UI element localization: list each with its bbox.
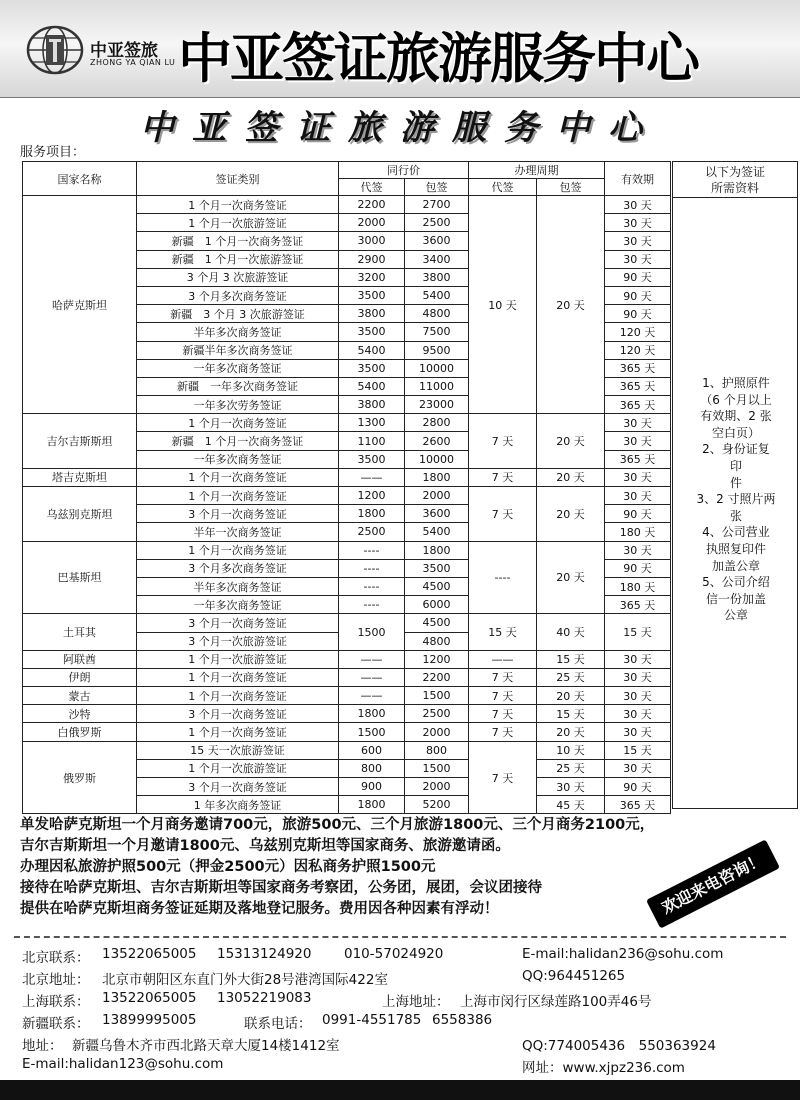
proxy-price-cell: 2900 <box>339 250 405 268</box>
requirement-line: 3、2 寸照片两 <box>696 492 776 507</box>
visa-table-body <box>23 196 671 814</box>
required-docs-title-line1: 以下为签证 <box>704 165 765 179</box>
validity-cell: 365 天 <box>605 596 671 614</box>
visa-type-cell: 新疆 1 个月一次商务签证 <box>137 232 339 250</box>
period-package-cell: 30 天 <box>537 778 605 796</box>
validity-cell: 30 天 <box>605 468 671 486</box>
requirement-line: 5、公司介绍 <box>702 575 770 590</box>
beijing-phone-2[interactable]: 15313124920 <box>217 946 312 962</box>
proxy-price-cell: —— <box>339 650 405 668</box>
validity-cell: 30 天 <box>605 723 671 741</box>
email-web-line <box>22 1054 792 1076</box>
visa-type-cell: 1 个月一次商务签证 <box>137 487 339 505</box>
country-cell: 塔吉克斯坦 <box>23 468 137 486</box>
country-cell: 阿联酋 <box>23 650 137 668</box>
xinjiang-email[interactable]: E-mail:halidan123@sohu.com <box>22 1056 224 1072</box>
package-price-cell: 2700 <box>405 196 469 214</box>
validity-cell: 30 天 <box>605 250 671 268</box>
visa-type-cell: 半年多次商务签证 <box>137 577 339 595</box>
validity-cell: 30 天 <box>605 687 671 705</box>
proxy-price-cell: 1800 <box>339 705 405 723</box>
period-proxy-cell: 7 天 <box>469 723 537 741</box>
package-price-cell: 2200 <box>405 668 469 686</box>
validity-cell: 15 天 <box>605 741 671 759</box>
package-price-cell: 3600 <box>405 232 469 250</box>
note-line: 办理因私旅游护照500元（押金2500元）因私商务护照1500元 <box>20 859 436 875</box>
xinjiang-tel-1[interactable]: 0991-4551785 <box>322 1012 422 1028</box>
validity-cell: 90 天 <box>605 505 671 523</box>
shanghai-phone-1[interactable]: 13522065005 <box>102 990 197 1006</box>
period-proxy-cell: 10 天 <box>469 196 537 414</box>
col-header-proxy: 代签 <box>339 179 405 196</box>
validity-cell: 30 天 <box>605 541 671 559</box>
country-cell: 蒙古 <box>23 687 137 705</box>
requirement-line: 2、身份证复 <box>702 442 770 457</box>
proxy-price-cell: 1100 <box>339 432 405 450</box>
package-price-cell: 2800 <box>405 414 469 432</box>
package-price-cell: 2000 <box>405 778 469 796</box>
validity-cell: 30 天 <box>605 414 671 432</box>
proxy-price-cell: —— <box>339 668 405 686</box>
visa-type-cell: 半年多次商务签证 <box>137 323 339 341</box>
col-header-package: 包签 <box>405 179 469 196</box>
visa-type-cell: 新疆半年多次商务签证 <box>137 341 339 359</box>
note-line: 提供在哈萨克斯坦商务签证延期及落地登记服务。费用因各种因素有浮动！ <box>20 901 499 917</box>
period-proxy-cell: 7 天 <box>469 705 537 723</box>
visa-type-cell: 3 个月一次旅游签证 <box>137 632 339 650</box>
visa-type-cell: 3 个月一次商务签证 <box>137 705 339 723</box>
proxy-price-cell: 5400 <box>339 341 405 359</box>
requirement-line: 1、护照原件 <box>702 376 770 390</box>
visa-type-cell: 一年多次商务签证 <box>137 450 339 468</box>
visa-type-cell: 1 个月一次商务签证 <box>137 468 339 486</box>
divider <box>14 936 786 938</box>
package-price-cell: 800 <box>405 741 469 759</box>
period-package-cell: 20 天 <box>537 541 605 614</box>
country-cell: 巴基斯坦 <box>23 541 137 614</box>
package-price-cell: 4500 <box>405 577 469 595</box>
beijing-address: 北京市朝阳区东直门外大街28号港湾国际422室 <box>102 972 388 988</box>
proxy-price-cell: 1500 <box>339 723 405 741</box>
visa-type-cell: 1 个月一次商务签证 <box>137 687 339 705</box>
col-header-process-period: 办理周期 <box>469 162 605 179</box>
service-items-label: 服务项目： <box>20 145 86 160</box>
proxy-price-cell: 600 <box>339 741 405 759</box>
requirement-line: 信一份加盖 <box>705 591 766 606</box>
validity-cell: 120 天 <box>605 323 671 341</box>
requirement-line: 空白页） <box>711 425 760 440</box>
period-proxy-cell: 7 天 <box>469 687 537 705</box>
requirement-line: 执照复印件 <box>705 541 766 556</box>
validity-cell: 180 天 <box>605 577 671 595</box>
package-price-cell: 2000 <box>405 723 469 741</box>
beijing-phone-3[interactable]: 010-57024920 <box>344 946 444 962</box>
period-package-cell: 25 天 <box>537 668 605 686</box>
visa-type-cell: 1 个月一次商务签证 <box>137 414 339 432</box>
brand-name: 中亚签旅 <box>90 41 158 61</box>
note-line: 接待在哈萨克斯坦、吉尔吉斯斯坦等国家商务考察团，公务团，展团，会议团接待 <box>20 880 542 896</box>
xinjiang-tel-label: 联系电话： <box>244 1016 312 1032</box>
validity-cell: 30 天 <box>605 214 671 232</box>
visa-type-cell: 1 年多次商务签证 <box>137 796 339 814</box>
col-header-validity: 有效期 <box>605 162 671 196</box>
country-cell: 哈萨克斯坦 <box>23 196 137 414</box>
period-package-cell: 20 天 <box>537 723 605 741</box>
proxy-price-cell: 2500 <box>339 523 405 541</box>
package-price-cell: 3800 <box>405 268 469 286</box>
package-price-cell: 2600 <box>405 432 469 450</box>
proxy-price-cell: 3500 <box>339 450 405 468</box>
proxy-price-cell: ---- <box>339 541 405 559</box>
validity-cell: 15 天 <box>605 614 671 650</box>
package-price-cell: 1200 <box>405 650 469 668</box>
package-price-cell: 10000 <box>405 450 469 468</box>
proxy-price-cell: 5400 <box>339 377 405 395</box>
period-proxy-cell: —— <box>469 650 537 668</box>
period-proxy-cell: 7 天 <box>469 414 537 469</box>
period-proxy-cell: 7 天 <box>469 487 537 542</box>
validity-cell: 30 天 <box>605 232 671 250</box>
proxy-price-cell: 800 <box>339 759 405 777</box>
country-cell: 土耳其 <box>23 614 137 650</box>
proxy-price-cell: —— <box>339 468 405 486</box>
period-package-cell: 20 天 <box>537 414 605 469</box>
requirement-line: 印 <box>729 458 742 473</box>
validity-cell: 30 天 <box>605 705 671 723</box>
period-package-cell: 40 天 <box>537 614 605 650</box>
bottom-bar <box>0 1080 800 1100</box>
required-documents-list <box>677 375 795 624</box>
visa-type-cell: 半年一次商务签证 <box>137 523 339 541</box>
package-price-cell: 5400 <box>405 523 469 541</box>
validity-cell: 90 天 <box>605 559 671 577</box>
header-banner <box>0 0 800 98</box>
note-line: 单发哈萨克斯坦一个月商务邀请700元，旅游500元、三个月旅游1800元、三个月商务2100元， <box>20 817 655 833</box>
proxy-price-cell: 3500 <box>339 323 405 341</box>
visa-type-cell: 一年多次商务签证 <box>137 359 339 377</box>
visa-type-cell: 新疆 1 个月一次商务签证 <box>137 432 339 450</box>
visa-type-cell: 1 个月一次商务签证 <box>137 196 339 214</box>
proxy-price-cell: 3000 <box>339 232 405 250</box>
proxy-price-cell: ---- <box>339 577 405 595</box>
proxy-price-cell: 1800 <box>339 796 405 814</box>
period-package-cell: 20 天 <box>537 468 605 486</box>
beijing-phone-1[interactable]: 13522065005 <box>102 946 197 962</box>
visa-price-table <box>22 161 671 814</box>
shanghai-address: 上海市闵行区绿莲路100弄46号 <box>460 994 652 1010</box>
validity-cell: 365 天 <box>605 377 671 395</box>
beijing-address-line <box>22 966 792 988</box>
visa-type-cell: 1 个月一次商务签证 <box>137 541 339 559</box>
visa-type-cell: 新疆 1 个月一次旅游签证 <box>137 250 339 268</box>
visa-type-cell: 新疆 一年多次商务签证 <box>137 377 339 395</box>
package-price-cell: 5200 <box>405 796 469 814</box>
required-documents-panel <box>672 161 798 809</box>
table-row <box>23 668 671 686</box>
requirement-line: 件 <box>729 475 742 490</box>
col-header-peer-price: 同行价 <box>339 162 469 179</box>
shanghai-contact-line <box>22 988 792 1010</box>
xinjiang-contact-line <box>22 1010 792 1032</box>
package-price-cell: 3500 <box>405 559 469 577</box>
requirement-line: 加盖公章 <box>711 558 760 573</box>
requirement-line: 有效期、2 张 <box>700 409 772 424</box>
proxy-price-cell: 900 <box>339 778 405 796</box>
package-price-cell: 2500 <box>405 705 469 723</box>
package-price-cell: 4800 <box>405 632 469 650</box>
table-row <box>23 468 671 486</box>
validity-cell: 30 天 <box>605 487 671 505</box>
visa-type-cell: 一年多次劳务签证 <box>137 396 339 414</box>
proxy-price-cell: 1500 <box>339 614 405 650</box>
page-title: 中亚签证旅游服务中心 <box>178 27 698 90</box>
proxy-price-cell: 3500 <box>339 286 405 304</box>
period-proxy-cell: ---- <box>469 541 537 614</box>
package-price-cell: 3400 <box>405 250 469 268</box>
country-cell: 吉尔吉斯斯坦 <box>23 414 137 469</box>
visa-type-cell: 3 个月 3 次旅游签证 <box>137 268 339 286</box>
period-package-cell: 45 天 <box>537 796 605 814</box>
visa-type-cell: 3 个月一次商务签证 <box>137 505 339 523</box>
visa-type-cell: 15 天一次旅游签证 <box>137 741 339 759</box>
visa-type-cell: 1 个月一次商务签证 <box>137 668 339 686</box>
xinjiang-tel-2[interactable]: 6558386 <box>432 1012 493 1028</box>
validity-cell: 365 天 <box>605 796 671 814</box>
table-row <box>23 614 671 632</box>
table-row <box>23 705 671 723</box>
validity-cell: 90 天 <box>605 268 671 286</box>
proxy-price-cell: 1200 <box>339 487 405 505</box>
country-cell: 沙特 <box>23 705 137 723</box>
xinjiang-contact-label: 新疆联系： <box>22 1016 90 1032</box>
validity-cell: 90 天 <box>605 305 671 323</box>
visa-type-cell: 3 个月多次商务签证 <box>137 559 339 577</box>
table-row <box>23 741 671 759</box>
table-row <box>23 723 671 741</box>
note-line: 吉尔吉斯斯坦一个月邀请1800元、乌兹别克斯坦等国家商务、旅游邀请函。 <box>20 838 510 854</box>
visa-type-cell: 1 个月一次旅游签证 <box>137 759 339 777</box>
package-price-cell: 3600 <box>405 505 469 523</box>
visa-type-cell: 一年多次商务签证 <box>137 596 339 614</box>
country-cell: 俄罗斯 <box>23 741 137 814</box>
shanghai-address-label: 上海地址： <box>382 994 450 1010</box>
proxy-price-cell: 3500 <box>339 359 405 377</box>
beijing-qq: QQ:964451265 <box>522 968 626 984</box>
page-subtitle: 中亚签证旅游服务中心 <box>140 108 660 148</box>
package-price-cell: 6000 <box>405 596 469 614</box>
visa-type-cell: 1 个月一次商务签证 <box>137 723 339 741</box>
xinjiang-address: 新疆乌鲁木齐市西北路天章大厦14楼1412室 <box>72 1038 340 1054</box>
visa-type-cell: 新疆 3 个月 3 次旅游签证 <box>137 305 339 323</box>
proxy-price-cell: 2200 <box>339 196 405 214</box>
period-proxy-cell: 15 天 <box>469 614 537 650</box>
col-header-period-package: 包签 <box>537 179 605 196</box>
requirement-line: （6 个月以上 <box>700 392 772 407</box>
visa-type-cell: 1 个月一次旅游签证 <box>137 650 339 668</box>
requirement-line: 公章 <box>723 608 748 623</box>
validity-cell: 30 天 <box>605 759 671 777</box>
package-price-cell: 1500 <box>405 687 469 705</box>
visa-type-cell: 3 个月多次商务签证 <box>137 286 339 304</box>
beijing-contact-line <box>22 944 792 966</box>
country-cell: 伊朗 <box>23 668 137 686</box>
proxy-price-cell: —— <box>339 687 405 705</box>
package-price-cell: 5400 <box>405 286 469 304</box>
package-price-cell: 2000 <box>405 487 469 505</box>
period-proxy-cell: 7 天 <box>469 468 537 486</box>
table-row <box>23 414 671 432</box>
table-row <box>23 687 671 705</box>
proxy-price-cell: 2000 <box>339 214 405 232</box>
validity-cell: 30 天 <box>605 432 671 450</box>
table-row <box>23 650 671 668</box>
validity-cell: 365 天 <box>605 396 671 414</box>
xinjiang-address-label: 地址： <box>22 1038 63 1054</box>
validity-cell: 120 天 <box>605 341 671 359</box>
proxy-price-cell: ---- <box>339 596 405 614</box>
validity-cell: 30 天 <box>605 196 671 214</box>
period-package-cell: 15 天 <box>537 650 605 668</box>
package-price-cell: 9500 <box>405 341 469 359</box>
package-price-cell: 1800 <box>405 468 469 486</box>
period-proxy-cell: 7 天 <box>469 668 537 686</box>
globe-logo-icon <box>26 25 84 75</box>
table-row <box>23 196 671 214</box>
beijing-contact-label: 北京联系： <box>22 950 90 966</box>
welcome-call-badge: 欢迎来电咨询！ <box>646 839 780 928</box>
package-price-cell: 10000 <box>405 359 469 377</box>
col-header-visa-type: 签证类别 <box>137 162 339 196</box>
col-header-country: 国家名称 <box>23 162 137 196</box>
shanghai-phone-2[interactable]: 13052219083 <box>217 990 312 1006</box>
table-row <box>23 541 671 559</box>
package-price-cell: 4500 <box>405 614 469 632</box>
proxy-price-cell: 3200 <box>339 268 405 286</box>
beijing-email[interactable]: E-mail:halidan236@sohu.com <box>522 946 724 962</box>
validity-cell: 180 天 <box>605 523 671 541</box>
proxy-price-cell: 1300 <box>339 414 405 432</box>
contact-section <box>22 944 792 1076</box>
validity-cell: 90 天 <box>605 778 671 796</box>
brand-name-english: ZHONG YA QIAN LU <box>90 58 176 67</box>
package-price-cell: 4800 <box>405 305 469 323</box>
validity-cell: 30 天 <box>605 668 671 686</box>
period-proxy-cell: 7 天 <box>469 741 537 814</box>
period-package-cell: 20 天 <box>537 687 605 705</box>
visa-type-cell: 3 个月一次商务签证 <box>137 614 339 632</box>
shanghai-contact-label: 上海联系： <box>22 994 90 1010</box>
requirement-line: 张 <box>729 508 742 523</box>
required-documents-header <box>673 162 797 198</box>
visa-type-cell: 3 个月一次商务签证 <box>137 778 339 796</box>
validity-cell: 90 天 <box>605 286 671 304</box>
xinjiang-qq: QQ:774005436 550363924 <box>522 1038 716 1054</box>
package-price-cell: 1500 <box>405 759 469 777</box>
proxy-price-cell: 3800 <box>339 396 405 414</box>
validity-cell: 365 天 <box>605 359 671 377</box>
required-docs-title-line2: 所需资料 <box>710 181 759 195</box>
package-price-cell: 1800 <box>405 541 469 559</box>
visa-type-cell: 1 个月一次旅游签证 <box>137 214 339 232</box>
period-package-cell: 20 天 <box>537 487 605 542</box>
validity-cell: 30 天 <box>605 650 671 668</box>
beijing-address-label: 北京地址： <box>22 972 90 988</box>
period-package-cell: 20 天 <box>537 196 605 414</box>
package-price-cell: 11000 <box>405 377 469 395</box>
xinjiang-phone[interactable]: 13899995005 <box>102 1012 197 1028</box>
table-row <box>23 487 671 505</box>
proxy-price-cell: 3800 <box>339 305 405 323</box>
period-package-cell: 10 天 <box>537 741 605 759</box>
validity-cell: 365 天 <box>605 450 671 468</box>
period-package-cell: 15 天 <box>537 705 605 723</box>
proxy-price-cell: 1800 <box>339 505 405 523</box>
country-cell: 乌兹别克斯坦 <box>23 487 137 542</box>
package-price-cell: 23000 <box>405 396 469 414</box>
col-header-period-proxy: 代签 <box>469 179 537 196</box>
package-price-cell: 7500 <box>405 323 469 341</box>
country-cell: 白俄罗斯 <box>23 723 137 741</box>
package-price-cell: 2500 <box>405 214 469 232</box>
xinjiang-address-line <box>22 1032 792 1054</box>
proxy-price-cell: ---- <box>339 559 405 577</box>
period-package-cell: 25 天 <box>537 759 605 777</box>
website[interactable]: 网址：www.xjpz236.com <box>522 1060 685 1076</box>
requirement-line: 4、公司营业 <box>702 525 770 540</box>
